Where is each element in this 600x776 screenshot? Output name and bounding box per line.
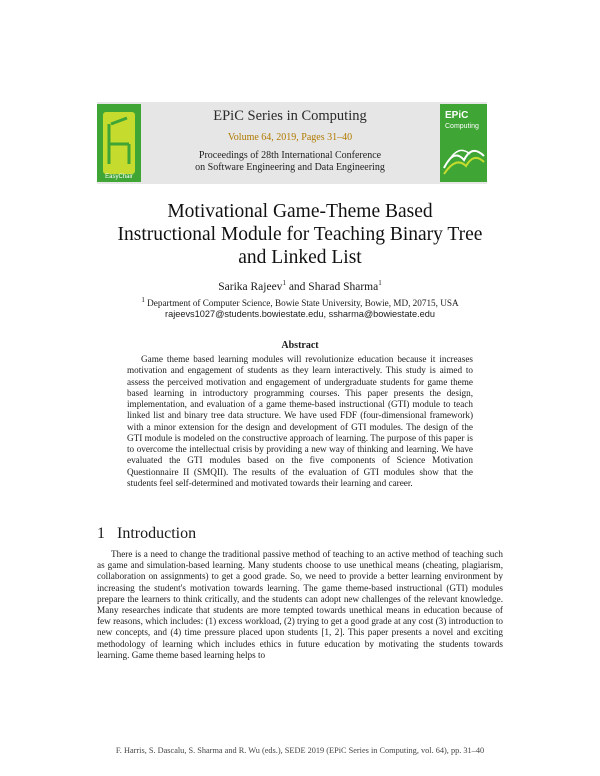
author-and: and: [285, 280, 309, 293]
author-emails: rajeevs1027@students.bowiestate.edu, ssharma@bowiestate.edu: [165, 309, 435, 320]
volume-info: Volume 64, 2019, Pages 31–40: [227, 132, 353, 143]
section-number: 1: [97, 525, 105, 542]
author-2: Sharad Sharma: [308, 280, 379, 293]
proceedings-info: [150, 150, 430, 174]
svg-text:Computing: Computing: [445, 123, 479, 130]
affiliation-block: [80, 295, 520, 320]
header-text: [150, 104, 430, 174]
abstract-text: Game theme based learning modules will revolutionize education because it increases motivation and engagement of students as they learn interactively. This study is aimed to assess the perceived motivation and engagement of undergraduate students for game theme based learning in introductory programming courses. This paper presents the design, implementation, and evaluation of a game theme-based instructional (GTI) module to teach linked list and binary tree data structure. We have used FDF (four-dimensional framework) with a minor extension for the design and development of GTI modules. The design of the GTI module is modeled on the constructive approach of learning. The purpose of this paper is to overcome the intellectual crisis by providing a new way of thinking and learning. We have evaluated the GTI modules based on the five components of Science Motivation Questionnaire II (SMQII). The results of the evaluation of GTI modules show that the students feel self-determined and motivated towards their learning and career.: [127, 354, 473, 488]
authors: [100, 279, 500, 293]
paper-title: [90, 200, 510, 269]
easychair-logo: [97, 104, 141, 182]
title-line-2: Instructional Module for Teaching Binary Tree: [117, 224, 483, 245]
title-line-1: Motivational Game-Theme Based: [167, 201, 433, 222]
affiliation: Department of Computer Science, Bowie State University, Bowie, MD, 20715, USA: [144, 298, 459, 309]
author-1-sup: 1: [282, 279, 286, 287]
title-line-3: and Linked List: [238, 247, 362, 268]
svg-text:EPiC: EPiC: [445, 110, 469, 121]
page-footer: F. Harris, S. Dascalu, S. Sharma and R. Wu (eds.), SEDE 2019 (EPiC Series in Computing, vol. 64), pp. 31–40: [115, 746, 485, 755]
author-2-sup: 1: [378, 279, 382, 287]
epic-computing-logo: [440, 104, 487, 182]
author-1: Sarika Rajeev: [218, 280, 283, 293]
section-heading: [97, 525, 196, 543]
abstract-heading: Abstract: [281, 340, 319, 351]
proceedings-line-2: on Software Engineering and Data Engineering: [195, 162, 385, 173]
proceedings-line-1: Proceedings of 28th International Conference: [198, 150, 382, 161]
introduction-text: There is a need to change the traditional passive method of teaching to an active method of teaching such as game and simulation-based learning. Many students choose to use unethical means (cheating, plagiarism, collaboration on assignments) to get a good grade. So, we need to provide a better learning environment by increasing the student's motivation towards learning. The game theme-based instructional (GTI) modules prepare the learners to think critically, and the students can adopt new challenges of the relevant knowledge. Many researches indicate that students are more tempted towards unethical means in education because of few reasons, which includes: (1) excess workload, (2) trying to get a good grade at any cost (3) introduction to new concepts, and (4) time pressure placed upon students [1, 2]. This paper presents a novel and exciting methodology of learning which includes ethics in future education by motivating the students towards learning. Game theme based learning helps to: [97, 549, 503, 660]
svg-text:EasyChair: EasyChair: [105, 174, 133, 180]
series-name: EPiC Series in Computing: [213, 108, 367, 124]
affiliation-sup: 1: [141, 296, 145, 304]
section-title: Introduction: [117, 525, 197, 542]
